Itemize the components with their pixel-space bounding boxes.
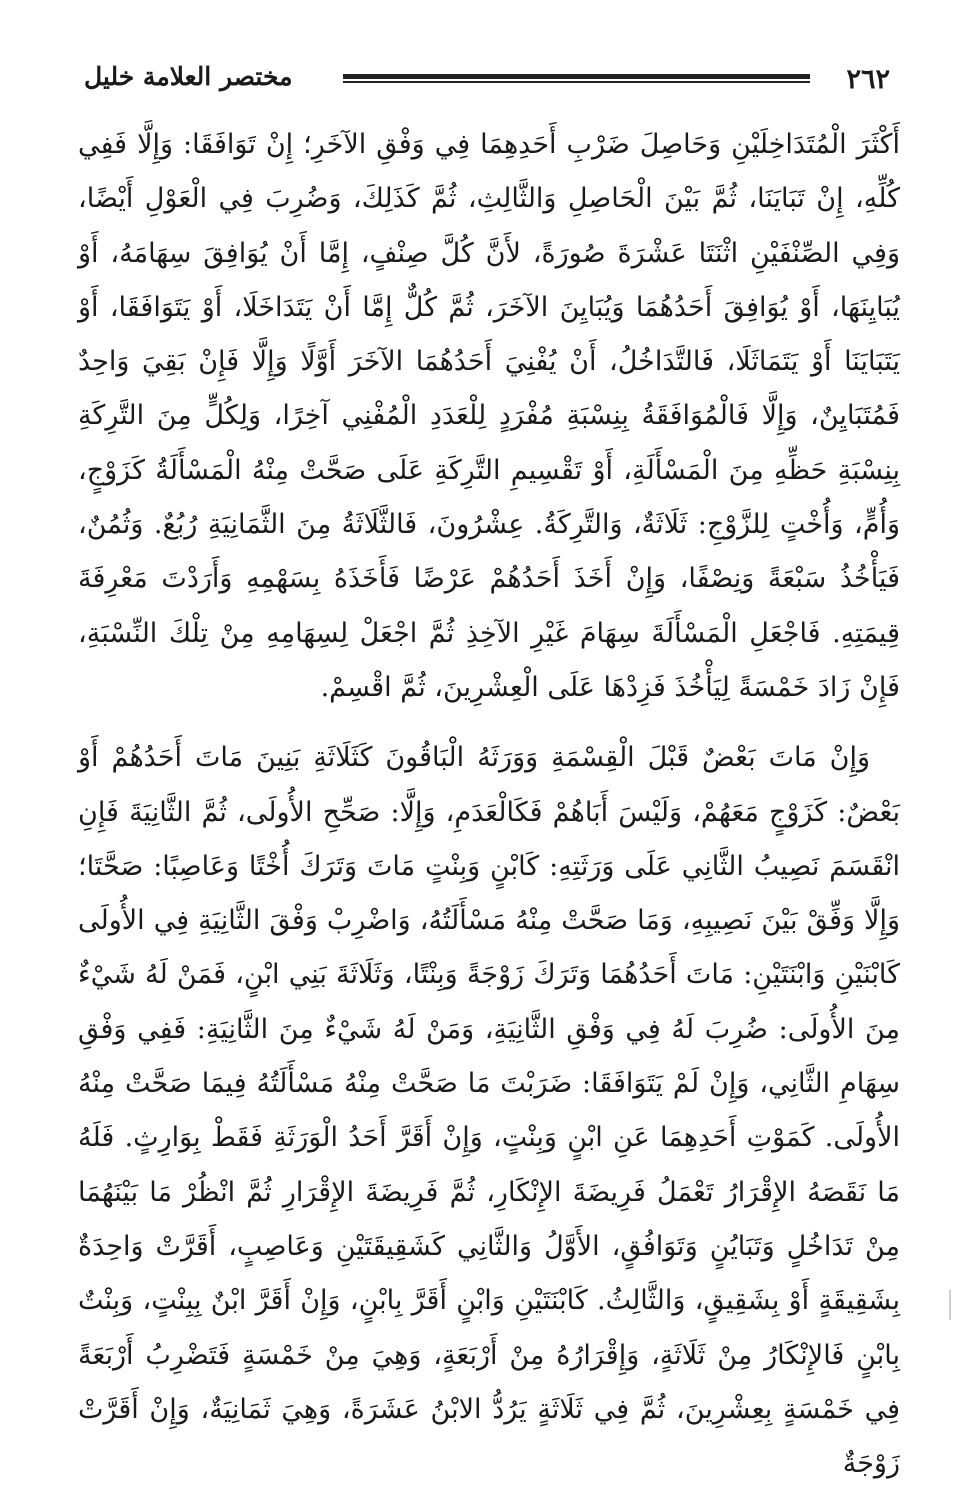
header-rule bbox=[343, 70, 810, 86]
paragraph: أَكْثَرَ الْمُتَدَاخِلَيْنِ وَحَاصِلَ ضَرْبِ أَحَدِهِمَا فِي وَفْقِ الآخَرِ؛ إِنْ تَوَافَقَا: وَإِلَّا فَفِي كُلِّهِ، إِنْ تَبَايَنَا، ثُمَّ بَيْنَ الْحَاصِلِ وَالثَّالِثِ، ثُمَّ كَذَلِكَ، وَضُرِبَ فِي الْعَوْلِ أَيْضًا، وَفِي الصِّنْفَيْنِ اثْنَتَا عَشْرَةَ صُورَةً، لأَنَّ كُلَّ صِنْفٍ، إِمَّا أَنْ يُوَافِقَ سِهَامَهُ، أَوْ يُبَايِنَهَا، أَوْ يُوَافِقَ أَحَدُهُمَا وَيُبَايِنَ الآخَرَ، ثُمَّ كُلٌّ إِمَّا أَنْ يَتَدَاخَلَا، أَوْ يَتَوَافَقَا، أَوْ يَتَبَايَنَا أَوْ يَتَمَاثَلَا، فَالتَّدَاخُلُ، أَنْ يُفْنِيَ أَحَدُهُمَا الآخَرَ أَوَّلًا وَإِلَّا فَإِنْ بَقِيَ وَاحِدٌ فَمُتَبَايِنٌ، وَإِلَّا فَالْمُوَافَقَةُ بِنِسْبَةِ مُفْرَدٍ لِلْعَدَدِ الْمُفْنِي آخِرًا، وَلِكُلٍّ مِنَ التَّرِكَةِ بِنِسْبَةِ حَظِّهِ مِنَ الْمَسْأَلَةِ، أَوْ تَقْسِيمِ التَّرِكَةِ عَلَى صَحَّتْ مِنْهُ الْمَسْأَلَةُ كَزَوْجٍ، وَأُمٍّ، وَأُخْتٍ لِلزَّوْجِ: ثَلَاثَةٌ، وَالتَّرِكَةُ. عِشْرُونَ، فَالثَّلَاثَةُ مِنَ الثَّمَانِيَةِ رُبُعٌ. وَثُمُنٌ، فَيَأْخُذُ سَبْعَةً وَنِصْفًا، وَإِنْ أَخَذَ أَحَدُهُمْ عَرْضًا فَأَخَذَهُ بِسَهْمِهِ وَأَرَدْتَ مَعْرِفَةَ قِيمَتِهِ. فَاجْعَلِ الْمَسْأَلَةَ سِهَامَ غَيْرِ الآخِذِ ثُمَّ اجْعَلْ لِسِهَامِهِ مِنْ تِلْكَ النِّسْبَةِ، فَإِنْ زَادَ خَمْسَةً لِيَأْخُذَ فَزِدْهَا عَلَى الْعِشْرِينَ، ثُمَّ اقْسِمْ. bbox=[78, 129, 900, 703]
page-header bbox=[78, 58, 898, 104]
scan-edge-mark bbox=[949, 1290, 951, 1320]
header-rule-thin-line bbox=[343, 81, 810, 83]
running-title: مختصر العلامة خليل bbox=[84, 62, 293, 91]
header-rule-thick-line bbox=[343, 74, 810, 79]
paragraph: وَإِنْ مَاتَ بَعْضٌ قَبْلَ الْقِسْمَةِ وَوَرَثَهُ الْبَاقُونَ كَثَلَاثَةِ بَنِينَ مَاتَ أَحَدُهُمْ أَوْ بَعْضٌ: كَزَوْجٍ مَعَهُمْ، وَلَيْسَ أَبَاهُمْ فَكَالْعَدَمِ، وَإِلَّا: صَحِّحِ الأُولَى، ثُمَّ الثَّانِيَةَ فَإِنِ انْقَسَمَ نَصِيبُ الثَّانِي عَلَى وَرَثَتِهِ: كَابْنٍ وَبِنْتٍ مَاتَ وَتَرَكَ أُخْتًا وَعَاصِبًا: صَحَّتَا؛ وَإِلَّا وَفِّقْ بَيْنَ نَصِيبِهِ، وَمَا صَحَّتْ مِنْهُ مَسْأَلَتُهُ، وَاضْرِبْ وَفْقَ الثَّانِيَةِ فِي الأُولَى كَابْنَيْنِ وَابْنَتَيْنِ: مَاتَ أَحَدُهُمَا وَتَرَكَ زَوْجَةً وَبِنْتًا، وَثَلَاثَةَ بَنِي ابْنٍ، فَمَنْ لَهُ شَيْءٌ مِنَ الأُولَى: ضُرِبَ لَهُ فِي وَفْقِ الثَّانِيَةِ، وَمَنْ لَهُ شَيْءٌ مِنَ الثَّانِيَةِ: فَفِي وَفْقِ سِهَامِ الثَّانِي، وَإِنْ لَمْ يَتَوَافَقَا: ضَرَبْتَ مَا صَحَّتْ مِنْهُ مَسْأَلَتُهُ فِيمَا صَحَّتْ مِنْهُ الأُولَى. كَمَوْتِ أَحَدِهِمَا عَنِ ابْنٍ وَبِنْتٍ، وَإِنْ أَقَرَّ أَحَدُ الْوَرَثَةِ فَقَطْ بِوَارِثٍ. فَلَهُ مَا نَقَصَهُ الإِقْرَارُ تَعْمَلُ فَرِيضَةَ الإِنْكَارِ، ثُمَّ فَرِيضَةَ الإِقْرَارِ ثُمَّ انْظُرْ مَا بَيْنَهُمَا مِنْ تَدَاخُلٍ وَتَبَايُنٍ وَتَوَافُقٍ، الأَوَّلُ وَالثَّانِي كَشَقِيقَتَيْنِ وَعَاصِبٍ، أَقَرَّتْ وَاحِدَةٌ بِشَقِيقَةٍ أَوْ بِشَقِيقٍ، وَالثَّالِثُ. كَابْنَتَيْنِ وَابْنٍ أَقَرَّ بِابْنٍ، وَإِنْ أَقَرَّ ابْنٌ بِبِنْتٍ، وَبِنْتٌ بِابْنٍ فَالإِنْكَارُ مِنْ ثَلَاثَةٍ، وَإِقْرَارُهُ مِنْ أَرْبَعَةٍ، وَهِيَ مِنْ خَمْسَةٍ فَتَضْرِبُ أَرْبَعَةً فِي خَمْسَةٍ بِعِشْرِينَ، ثُمَّ فِي ثَلَاثَةٍ يَرُدُّ الابْنُ عَشَرَةً، وَهِيَ ثَمَانِيَةٌ، وَإِنْ أَقَرَّتْ زَوْجَةٌ bbox=[78, 742, 900, 1480]
page-number: ٢٦٢ bbox=[846, 64, 890, 95]
page-body bbox=[78, 118, 900, 1491]
